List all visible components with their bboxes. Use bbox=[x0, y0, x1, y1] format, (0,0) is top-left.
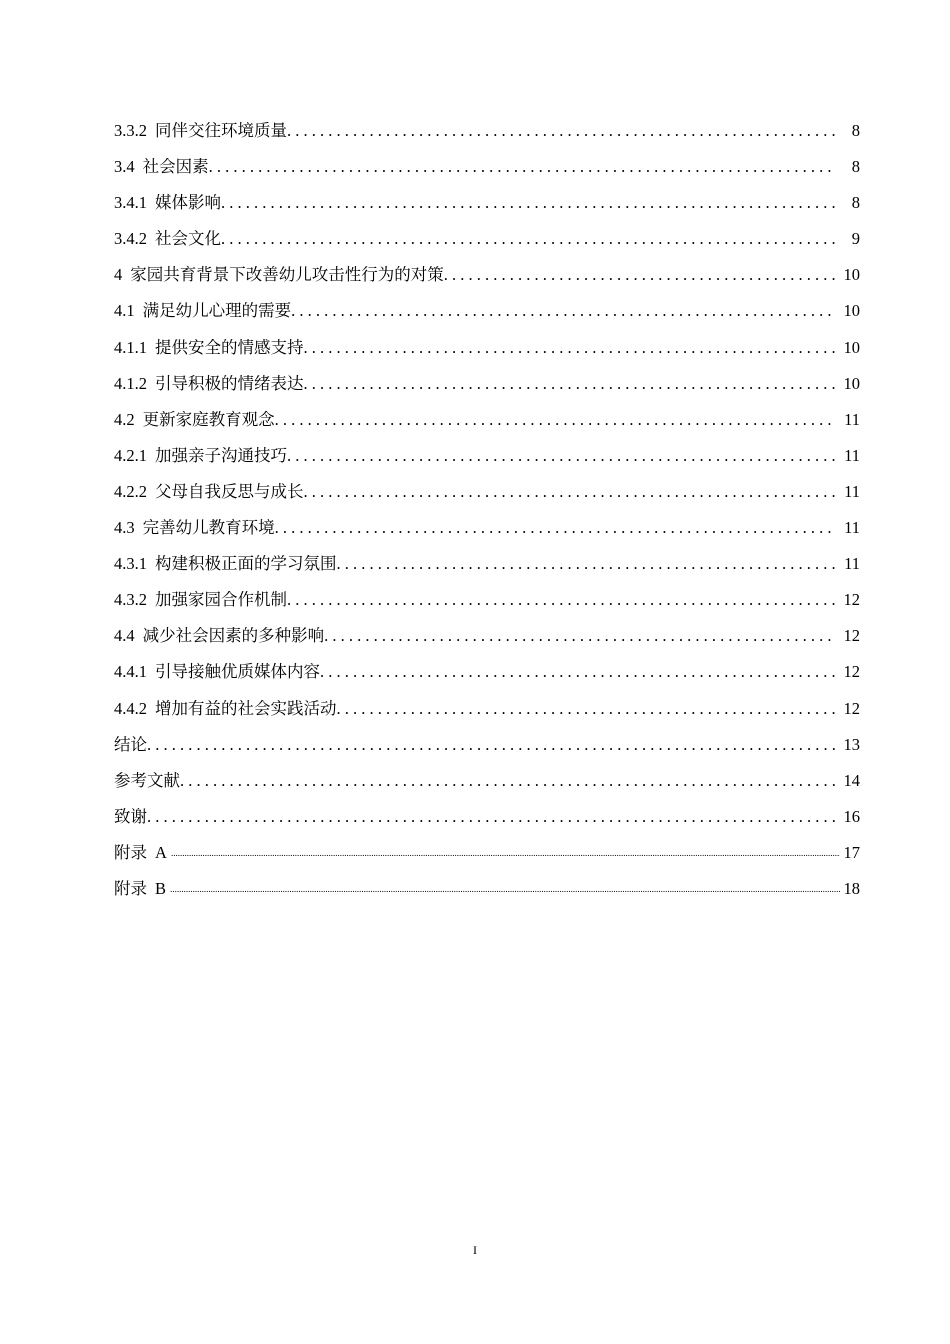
toc-entry-title bbox=[114, 763, 180, 799]
toc-leader-dots bbox=[320, 654, 836, 690]
toc-entry[interactable] bbox=[114, 185, 860, 221]
toc-leader-dots bbox=[275, 510, 836, 546]
toc-entry-page: 11 bbox=[844, 554, 860, 574]
toc-entry[interactable] bbox=[114, 221, 860, 257]
toc-entry-page: 12 bbox=[843, 626, 860, 646]
toc-entry-number: 4.1 bbox=[114, 301, 135, 321]
toc-entry-number: 3.4.1 bbox=[114, 193, 147, 213]
toc-entry-title bbox=[114, 871, 170, 907]
toc-entry-title bbox=[114, 510, 275, 546]
toc-entry-label: 媒体影响 bbox=[155, 193, 221, 213]
toc-entry-number: 4.3.1 bbox=[114, 554, 147, 574]
toc-entry-label: 社会因素 bbox=[142, 157, 209, 177]
toc-entry[interactable] bbox=[114, 510, 860, 546]
toc-entry-title bbox=[114, 835, 171, 871]
toc-entry-page: 10 bbox=[843, 373, 860, 393]
toc-entry-page: 11 bbox=[844, 445, 860, 465]
toc-entry-title bbox=[114, 402, 275, 438]
toc-entry-label: 家园共育背景下改善幼儿攻击性行为的对策 bbox=[130, 265, 444, 285]
toc-entry-label: 满足幼儿心理的需要 bbox=[142, 301, 292, 321]
toc-entry-page: 9 bbox=[851, 229, 860, 249]
toc-entry[interactable] bbox=[114, 474, 860, 510]
toc-entry[interactable] bbox=[114, 330, 860, 366]
toc-entry-label: 减少社会因素的多种影响 bbox=[142, 626, 325, 646]
toc-leader-dots bbox=[221, 221, 836, 257]
toc-leader-dots bbox=[304, 366, 837, 402]
toc-entry-number: 4.1.1 bbox=[114, 337, 147, 357]
toc-entry-page: 10 bbox=[843, 301, 860, 321]
toc-entry-number: 4.4.2 bbox=[114, 698, 147, 718]
toc-leader-dots bbox=[287, 113, 836, 149]
toc-leader-dots bbox=[209, 149, 836, 185]
toc-entry-label: 同伴交往环境质量 bbox=[155, 121, 287, 140]
toc-entry-number: 4.2.1 bbox=[114, 445, 147, 465]
toc-entry-page: 8 bbox=[851, 193, 860, 213]
appendix-letter: B bbox=[155, 878, 167, 898]
toc-entry-label: 结论 bbox=[114, 734, 147, 754]
toc-leader-dots bbox=[147, 727, 836, 763]
toc-entry-label: 社会文化 bbox=[155, 229, 221, 249]
toc-entry[interactable] bbox=[114, 149, 860, 185]
toc-entry[interactable] bbox=[114, 799, 860, 835]
toc-entry-page: 11 bbox=[844, 518, 860, 538]
toc-entry-page: 8 bbox=[851, 157, 860, 177]
toc-entry[interactable] bbox=[114, 582, 860, 618]
toc-entry-label: 加强亲子沟通技巧 bbox=[155, 445, 287, 465]
toc-entry[interactable] bbox=[114, 293, 860, 329]
toc-appendix-entry[interactable] bbox=[114, 835, 860, 871]
toc-entry-page: 12 bbox=[843, 590, 860, 610]
toc-entry-title bbox=[114, 474, 304, 510]
toc-entry[interactable] bbox=[114, 727, 860, 763]
toc-entry-page: 18 bbox=[843, 878, 860, 898]
toc-entry[interactable] bbox=[114, 113, 860, 149]
appendix-letter: A bbox=[155, 842, 167, 862]
toc-leader-dots bbox=[337, 546, 837, 582]
toc-leader-dots bbox=[287, 582, 836, 618]
toc-entry-label: 提供安全的情感支持 bbox=[155, 337, 304, 357]
toc-entry-number: 3.4 bbox=[114, 157, 135, 177]
toc-entry[interactable] bbox=[114, 618, 860, 654]
table-of-contents bbox=[114, 113, 860, 907]
toc-entry-page: 11 bbox=[844, 409, 860, 429]
toc-leader-dots bbox=[291, 293, 836, 329]
toc-entry-page: 10 bbox=[843, 337, 860, 357]
appendix-label: 附录 bbox=[114, 878, 147, 898]
toc-entry-number: 4.3 bbox=[114, 518, 135, 538]
toc-entry-number: 3.4.2 bbox=[114, 229, 147, 249]
toc-entry-title bbox=[114, 654, 320, 690]
toc-entry-label: 致谢 bbox=[114, 806, 147, 826]
toc-entry-label: 完善幼儿教育环境 bbox=[142, 518, 275, 538]
toc-leader-dots bbox=[147, 799, 836, 835]
toc-leader-dots bbox=[337, 691, 837, 727]
toc-entry-label: 引导积极的情绪表达 bbox=[155, 373, 304, 393]
toc-entry-page: 11 bbox=[844, 481, 860, 501]
toc-entry-number: 4.4 bbox=[114, 626, 135, 646]
toc-entry-number: 4.3.2 bbox=[114, 590, 147, 610]
toc-leader-dots bbox=[304, 330, 837, 366]
toc-leader-dots bbox=[324, 618, 836, 654]
toc-entry[interactable] bbox=[114, 763, 860, 799]
toc-entry-page: 12 bbox=[843, 698, 860, 718]
toc-entry-label: 增加有益的社会实践活动 bbox=[155, 698, 337, 718]
toc-entry-page: 16 bbox=[843, 806, 860, 826]
toc-entry-page: 8 bbox=[851, 121, 860, 140]
toc-entry-title bbox=[114, 149, 209, 185]
toc-entry[interactable] bbox=[114, 366, 860, 402]
toc-entry-title bbox=[114, 221, 221, 257]
toc-entry-number: 4.4.1 bbox=[114, 662, 147, 682]
toc-leader-dots bbox=[221, 185, 836, 221]
toc-entry[interactable] bbox=[114, 402, 860, 438]
toc-appendix-entry[interactable] bbox=[114, 871, 860, 907]
toc-entry-label: 加强家园合作机制 bbox=[155, 590, 287, 610]
toc-leader-dots bbox=[170, 871, 840, 907]
toc-entry-title bbox=[114, 546, 337, 582]
toc-entry-title bbox=[114, 691, 337, 727]
page-number: I bbox=[473, 1243, 477, 1257]
toc-entry-title bbox=[114, 293, 291, 329]
toc-entry-number: 4.2 bbox=[114, 409, 135, 429]
toc-entry[interactable] bbox=[114, 654, 860, 690]
toc-entry[interactable] bbox=[114, 546, 860, 582]
toc-entry[interactable] bbox=[114, 438, 860, 474]
toc-entry-page: 17 bbox=[843, 842, 860, 862]
toc-entry-page: 13 bbox=[843, 734, 860, 754]
toc-entry-title bbox=[114, 582, 287, 618]
toc-leader-dots bbox=[304, 474, 837, 510]
toc-entry-title bbox=[114, 366, 304, 402]
toc-entry-label: 更新家庭教育观念 bbox=[142, 409, 275, 429]
toc-entry-title bbox=[114, 438, 287, 474]
toc-entry[interactable] bbox=[114, 691, 860, 727]
toc-entry-label: 引导接触优质媒体内容 bbox=[155, 662, 320, 682]
toc-leader-dots bbox=[180, 763, 836, 799]
toc-entry-page: 14 bbox=[843, 770, 860, 790]
toc-entry-number: 3.3.2 bbox=[114, 121, 147, 140]
toc-entry[interactable] bbox=[114, 257, 860, 293]
appendix-label: 附录 bbox=[114, 842, 147, 862]
toc-entry-label: 构建积极正面的学习氛围 bbox=[155, 554, 337, 574]
toc-leader-dots bbox=[444, 257, 836, 293]
toc-entry-page: 10 bbox=[843, 265, 860, 285]
page-number-footer bbox=[0, 1243, 950, 1257]
toc-entry-number: 4 bbox=[114, 265, 123, 285]
toc-entry-label: 父母自我反思与成长 bbox=[155, 481, 304, 501]
toc-entry-label: 参考文献 bbox=[114, 770, 180, 790]
toc-entry-title bbox=[114, 618, 324, 654]
toc-entry-number: 4.2.2 bbox=[114, 481, 147, 501]
toc-leader-dots bbox=[275, 402, 836, 438]
toc-leader-dots bbox=[287, 438, 836, 474]
toc-entry-title bbox=[114, 727, 147, 763]
toc-entry-title bbox=[114, 185, 221, 221]
toc-entry-title bbox=[114, 113, 287, 149]
toc-entry-number: 4.1.2 bbox=[114, 373, 147, 393]
toc-leader-dots bbox=[171, 835, 840, 871]
toc-entry-title bbox=[114, 257, 444, 293]
toc-entry-title bbox=[114, 799, 147, 835]
toc-entry-page: 12 bbox=[843, 662, 860, 682]
toc-entry-title bbox=[114, 330, 304, 366]
